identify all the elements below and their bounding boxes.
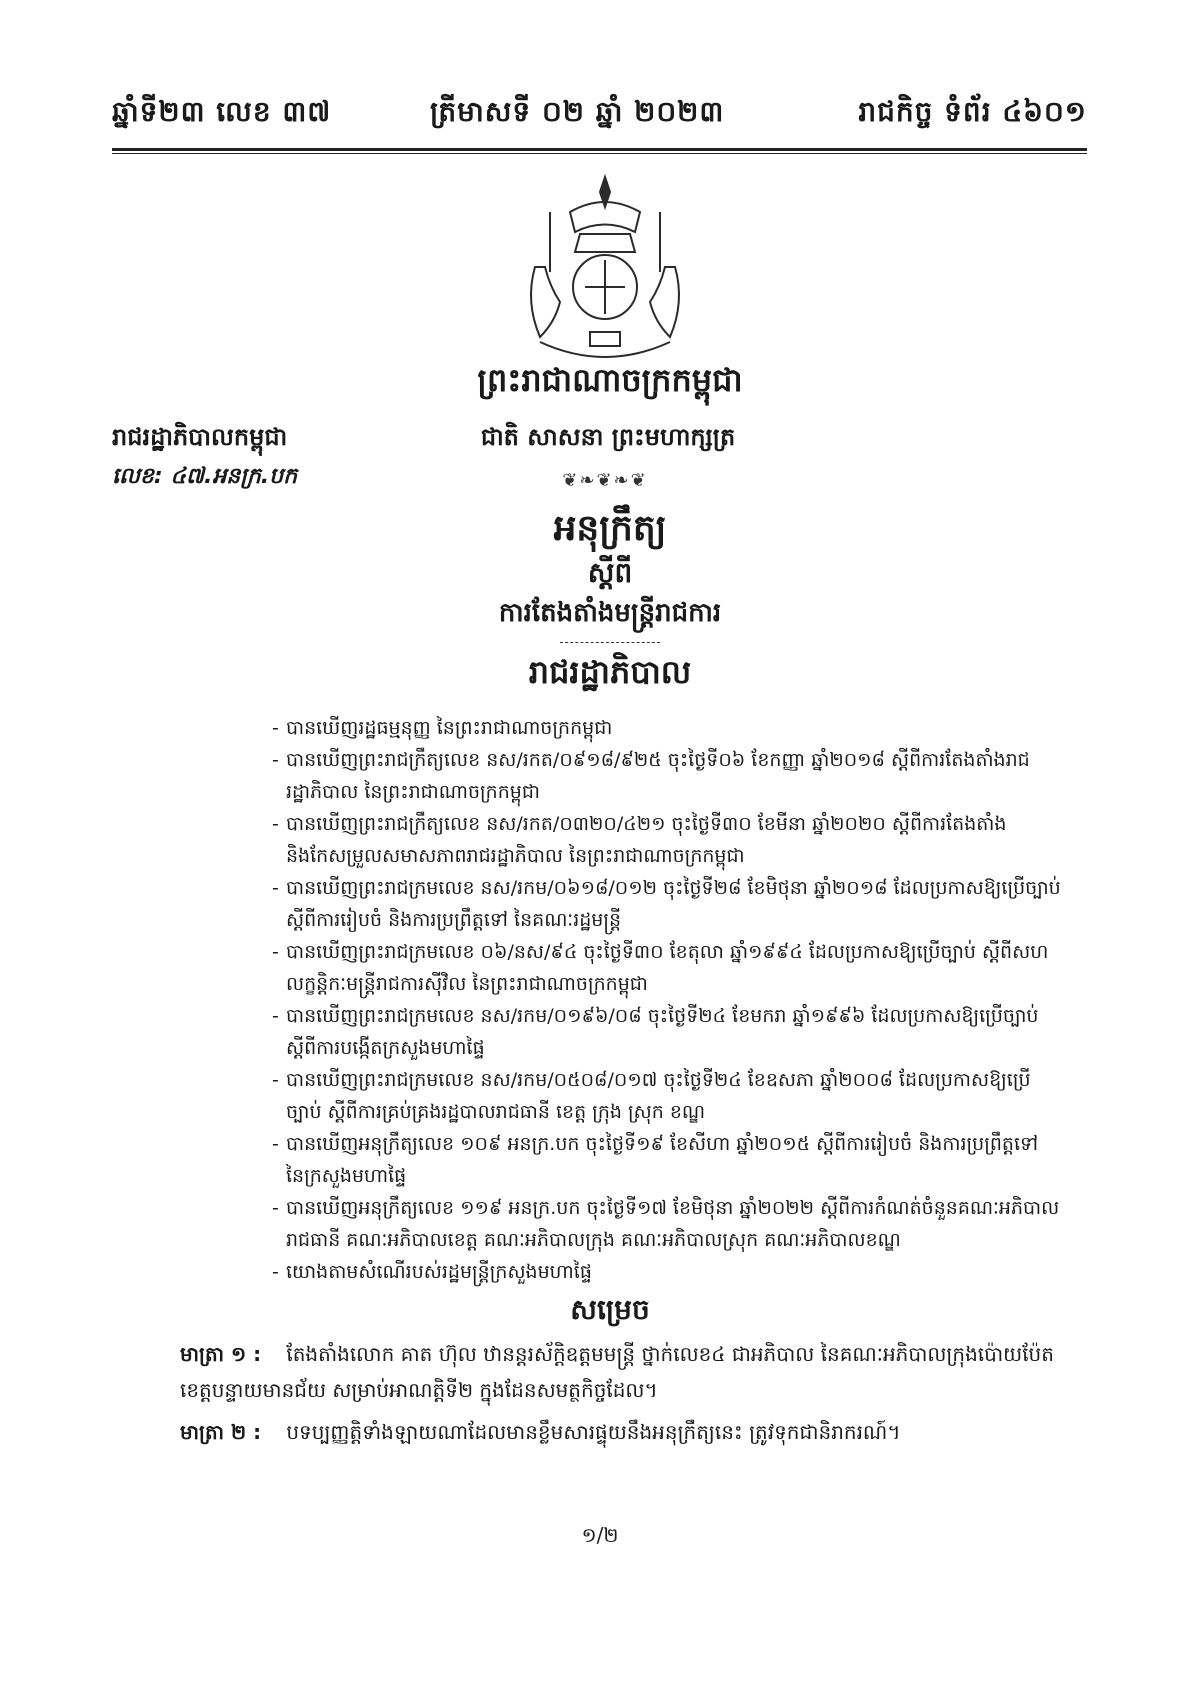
issuer-title: រាជរដ្ឋាភិបាល bbox=[528, 653, 692, 691]
consideration-item: - បានឃើញព្រះរាជក្រឹត្យលេខ នស/រកត/០៩១៨/៩២៥ ចុះថ្ងៃទី០៦ ខែកញ្ញា ឆ្នាំ២០១៨ ស្តីពីការតែងតាំងរាជរដ្ឋាភិបាល នៃព្រះរាជាណាចក្រកម្ពុជា bbox=[272, 744, 1062, 808]
document-type: អនុក្រឹត្យ bbox=[553, 508, 667, 549]
consideration-item: - យោងតាមសំណើរបស់រដ្ឋមន្ត្រីក្រសួងមហាផ្ទៃ bbox=[272, 1256, 1062, 1288]
royal-coat-of-arms-icon bbox=[510, 172, 700, 372]
header-rule bbox=[112, 148, 1087, 154]
article-2 bbox=[180, 1414, 1080, 1450]
decision-heading: សម្រេច bbox=[570, 1293, 650, 1326]
article-label: មាត្រា ២ : bbox=[180, 1420, 262, 1444]
consideration-item: - បានឃើញព្រះរាជក្រមលេខ ០៦/នស/៩៤ ចុះថ្ងៃទី៣០ ខែតុលា ឆ្នាំ១៩៩៤ ដែលប្រកាសឱ្យប្រើច្បាប់ ស្តីពីសហលក្ខន្តិកៈមន្ត្រីរាជការស៊ីវិល នៃព្រះរាជាណាចក្រកម្ពុជា bbox=[272, 936, 1062, 1000]
considerations-list bbox=[272, 712, 1062, 1288]
gazette-quarter: ត្រីមាសទី ០២ ឆ្នាំ ២០២៣ bbox=[430, 95, 725, 128]
consideration-item: - បានឃើញព្រះរាជក្រឹត្យលេខ នស/រកត/០៣២០/៤២១ ចុះថ្ងៃទី៣០ ខែមីនា ឆ្នាំ២០២០ ស្តីពីការតែងតាំង និងកែសម្រួលសមាសភាពរាជរដ្ឋាភិបាល នៃព្រះរាជាណាចក្រកម្ពុជា bbox=[272, 808, 1062, 872]
national-motto: ជាតិ សាសនា ព្រះមហាក្សត្រ bbox=[480, 423, 736, 451]
article-text: តែងតាំងលោក គាត ហ៊ុល ឋានន្តរស័ក្តិឧត្តមមន្ត្រី ថ្នាក់លេខ៤ ជាអភិបាល នៃគណៈអភិបាលក្រុងប៉ោយប៉ែត ខេត្តបន្ទាយមានជ័យ សម្រាប់អាណត្តិទី២ ក្នុងដែនសមត្ថកិច្ចដែល។ bbox=[180, 1342, 1054, 1402]
consideration-item: - បានឃើញអនុក្រឹត្យលេខ ១០៩ អនក្រ.បក ចុះថ្ងៃទី១៩ ខែសីហា ឆ្នាំ២០១៥ ស្តីពីការរៀបចំ និងការប្រព្រឹត្តទៅ នៃក្រសួងមហាផ្ទៃ bbox=[272, 1128, 1062, 1192]
article-label: មាត្រា ១ : bbox=[180, 1342, 262, 1366]
consideration-item: - បានឃើញអនុក្រឹត្យលេខ ១១៩ អនក្រ.បក ចុះថ្ងៃទី១៧ ខែមិថុនា ឆ្នាំ២០២២ ស្តីពីការកំណត់ចំនួនគណៈអភិបាលរាជធានី គណៈអភិបាលខេត្ត គណៈអភិបាលក្រុង គណៈអភិបាលស្រុក គណៈអភិបាលខណ្ឌ bbox=[272, 1192, 1062, 1256]
consideration-item: - បានឃើញព្រះរាជក្រមលេខ នស/រកម/០៦១៨/០១២ ចុះថ្ងៃទី២៨ ខែមិថុនា ឆ្នាំ២០១៨ ដែលប្រកាសឱ្យប្រើច្បាប់ ស្តីពីការរៀបចំ និងការប្រព្រឹត្តទៅ នៃគណៈរដ្ឋមន្ត្រី bbox=[272, 872, 1062, 936]
article-text: បទប្បញ្ញត្តិទាំងឡាយណាដែលមានខ្លឹមសារផ្ទុយនឹងអនុក្រឹត្យនេះ ត្រូវទុកជានិរាករណ៍។ bbox=[286, 1420, 901, 1444]
consideration-item: - បានឃើញរដ្ឋធម្មនុញ្ញ នៃព្រះរាជាណាចក្រកម្ពុជា bbox=[272, 712, 1062, 744]
ornament-divider: ❦❧❦❧❦ bbox=[562, 470, 648, 491]
issuing-government: រាជរដ្ឋាភិបាលកម្ពុជា bbox=[112, 423, 288, 451]
document-subject: ការតែងតាំងមន្ត្រីរាជការ bbox=[498, 598, 722, 628]
consideration-item: - បានឃើញព្រះរាជក្រមលេខ នស/រកម/០១៩៦/០៨ ចុះថ្ងៃទី២៤ ខែមករា ឆ្នាំ១៩៩៦ ដែលប្រកាសឱ្យប្រើច្បាប់ ស្តីពីការបង្កើតក្រសួងមហាផ្ទៃ bbox=[272, 1000, 1062, 1064]
page-number: ១/២ bbox=[581, 1523, 619, 1547]
subject-divider bbox=[560, 642, 660, 643]
gazette-page: រាជកិច្ច ទំព័រ ៤៦០១ bbox=[858, 95, 1087, 128]
reference-number: លេខ: ៤៧.អនក្រ.បក bbox=[112, 464, 298, 489]
gazette-header bbox=[112, 88, 1087, 144]
consideration-item: - បានឃើញព្រះរាជក្រមលេខ នស/រកម/០៥០៨/០១៧ ចុះថ្ងៃទី២៤ ខែឧសភា ឆ្នាំ២០០៨ ដែលប្រកាសឱ្យប្រើច្បាប់ ស្តីពីការគ្រប់គ្រងរដ្ឋបាលរាជធានី ខេត្ត ក្រុង ស្រុក ខណ្ឌ bbox=[272, 1064, 1062, 1128]
gazette-year-issue: ឆ្នាំទី២៣ លេខ ៣៧ bbox=[112, 95, 332, 128]
article-1 bbox=[180, 1336, 1080, 1408]
about-label: ស្តីពី bbox=[587, 556, 633, 589]
kingdom-title: ព្រះរាជាណាចក្រកម្ពុជា bbox=[477, 361, 743, 399]
